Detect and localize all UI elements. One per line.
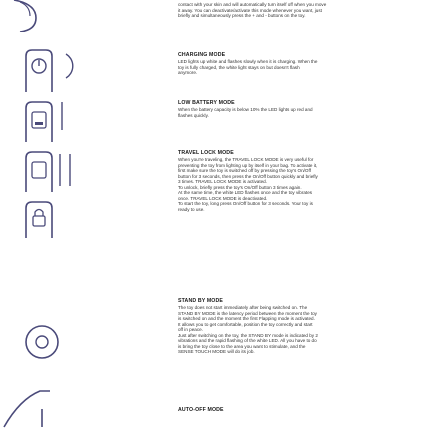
section-auto-off [178, 407, 428, 414]
battery-low-icon [20, 100, 76, 144]
section-line: off in peace. [178, 327, 203, 332]
section-line: button for 3 seconds, then press the On/Off button quickly and briefly [178, 173, 318, 179]
section-line: When the battery capacity is below 10% the LED lights up red and [178, 107, 313, 112]
section-travel-lock [178, 150, 428, 212]
section-line: The toy does not start immediately after being switched on. The [178, 305, 308, 310]
section-line: At the same time, the white LED flashes once and the toy vibrates [178, 190, 313, 195]
section-line: toy is fully charged, the white light stays on but doesn't flash [178, 64, 300, 70]
section-line: To start the toy, long press On/Off button for 3 seconds. Your toy is [178, 201, 313, 206]
lock-icon [20, 200, 76, 240]
section-line: 3 times. TRAVEL LOCK MODE is activated. [178, 179, 268, 184]
charging-icon [20, 150, 76, 194]
intro-line: briefly and simultaneously press the + and - buttons on the toy. [178, 13, 306, 18]
auto-off-icon [2, 385, 82, 430]
section-line: ready to use. [178, 206, 205, 212]
section-line: anymore. [178, 70, 198, 75]
section-line: is switched on and the moment the first Flapping mode is activated. [178, 316, 315, 321]
section-line: STAND BY MODE is the latency period between the moment the toy [178, 310, 317, 316]
section-line: Just after switching on the toy, the STAND BY mode is indicated by 2 [178, 332, 318, 338]
section-line: vibrations and the rapid flashing of the white LED. All you have to do [178, 338, 317, 343]
intro-line: contact with your skin and will automatically turn itself off when you move [178, 2, 327, 7]
section-standby [178, 298, 428, 355]
ear-icon [6, 0, 46, 32]
section-line: LED lights up white and flashes slowly when it is charging. When the [178, 59, 318, 64]
section-line: first make sure the toy is switched off by pressing the toy's On/Off [178, 168, 311, 173]
section-title: TRAVEL LOCK MODE [178, 150, 234, 156]
standby-icon [20, 320, 76, 368]
section-charging [178, 52, 428, 76]
section-line: When you're traveling, the TRAVEL LOCK MODE is very useful for [178, 157, 314, 162]
section-line: To unlock, briefly press the toy's On/Off button 3 times again. [178, 184, 302, 190]
section-low-battery [178, 100, 428, 118]
section-line: It allows you to get comfortable, position the toy correctly and start [178, 321, 313, 327]
section-title: STAND BY MODE [178, 298, 223, 304]
section-line: preventing the toy from lighting up by itself in your bag. To activate it, [178, 162, 318, 168]
icon-column [0, 0, 90, 430]
section-title: CHARGING MODE [178, 52, 226, 58]
section-line: once. TRAVEL LOCK MODE is deactivated. [178, 195, 268, 201]
section-title: AUTO-OFF MODE [178, 407, 224, 413]
section-title: LOW BATTERY MODE [178, 100, 235, 106]
section-line: flashes quickly. [178, 112, 209, 118]
section-line: SENSE TOUCH MODE will do its job. [178, 349, 255, 354]
intro-paragraph [178, 2, 428, 19]
toy-on-icon [20, 48, 76, 94]
section-line: is bring the toy close to the area you want to stimulate, and the [178, 343, 306, 349]
intro-line: it away. You can deactivate/activate this mode whenever you want, just [178, 7, 322, 13]
